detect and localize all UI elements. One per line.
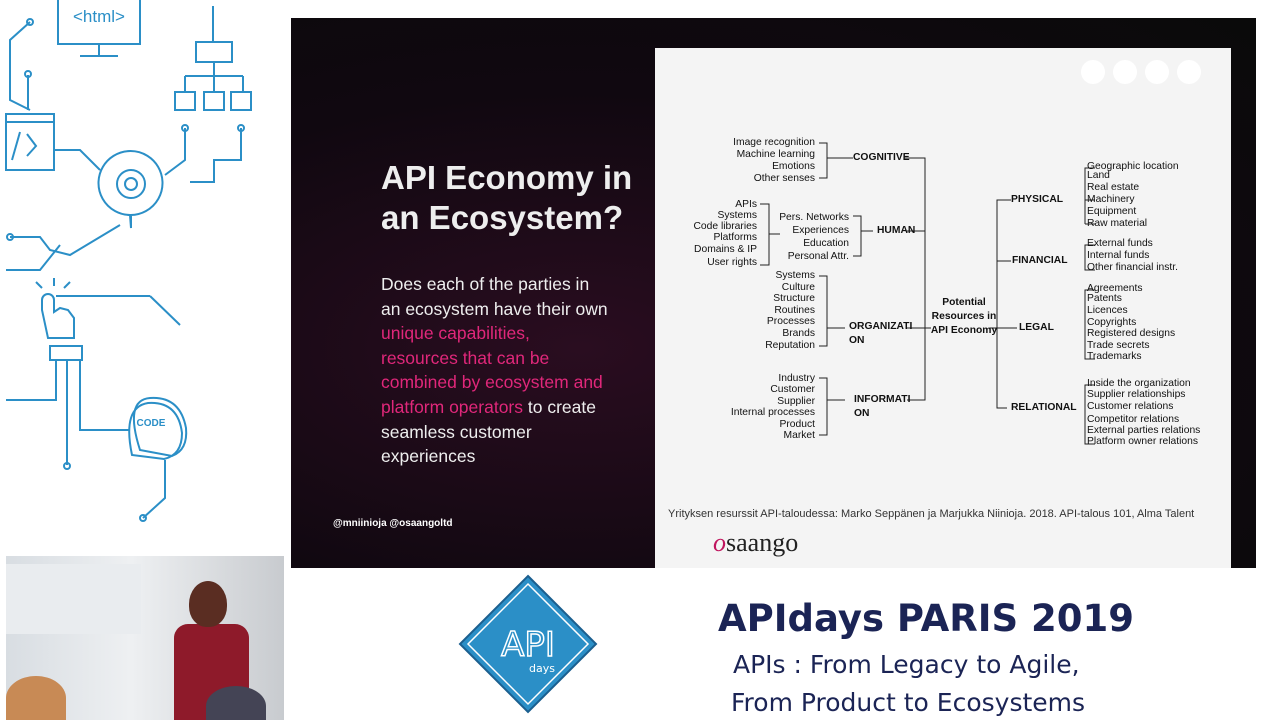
svg-text:days: days: [529, 662, 555, 675]
physical-item: Raw material: [1087, 218, 1148, 229]
financial-item: Internal funds: [1087, 250, 1150, 261]
center-node: Potential Resources in API Economy: [930, 297, 998, 336]
body-text-highlight: unique capabilities, resources that can be combined by ecosystem and platform operators: [381, 323, 603, 417]
physical-item: Geographic location: [1087, 161, 1179, 172]
audience-member: [206, 686, 266, 720]
event-subtitle-line1: APIs : From Legacy to Agile,: [733, 650, 1080, 679]
information-item: Customer: [770, 384, 815, 395]
presentation-slide: [291, 18, 1256, 568]
human-item: Domains & IP: [694, 244, 757, 255]
cognitive-item: Image recognition: [733, 137, 815, 148]
logo-o: o: [713, 528, 726, 557]
touch-hand-icon: [42, 294, 74, 338]
information-item: Internal processes: [730, 407, 815, 418]
logo-rest: saango: [726, 528, 799, 557]
relational-label: RELATIONAL: [1011, 402, 1077, 413]
human-label: HUMAN: [877, 225, 916, 236]
organization-item: Routines: [774, 305, 815, 316]
twitter-handles: @mniinioja @osaangoltd: [333, 518, 453, 529]
slide-title: API Economy in an Ecosystem?: [381, 159, 633, 236]
speaker-head: [189, 581, 227, 627]
decorative-illustration: [0, 0, 290, 540]
human-item: Platforms: [713, 232, 757, 243]
apidays-logo: [458, 574, 598, 714]
organization-item: Structure: [773, 293, 815, 304]
html-tag-label: <html>: [73, 7, 125, 26]
information-item: Industry: [778, 373, 815, 384]
information-item: Product: [779, 419, 815, 430]
human-item: APIs: [735, 199, 757, 210]
event-title: APIdays PARIS 2019: [718, 597, 1134, 640]
osaango-logo: [713, 528, 798, 558]
cognitive-label: COGNITIVE: [853, 152, 910, 163]
physical-item: Equipment: [1087, 206, 1137, 217]
physical-label: PHYSICAL: [1011, 194, 1064, 205]
organization-item: Brands: [782, 328, 815, 339]
cognitive-item: Emotions: [772, 161, 815, 172]
legal-item: Registered designs: [1087, 328, 1176, 339]
relational-item: Customer relations: [1087, 401, 1174, 412]
human-item: Code libraries: [693, 221, 757, 232]
information-item: Market: [783, 430, 815, 441]
organization-label: ORGANIZATI ON: [849, 321, 913, 346]
legal-label: LEGAL: [1019, 322, 1054, 333]
legal-item: Copyrights: [1087, 317, 1137, 328]
relational-item: Inside the organization: [1087, 378, 1191, 389]
human-inner-item: Personal Attr.: [787, 251, 849, 262]
legal-item: Agreements: [1087, 283, 1143, 294]
legal-item: Trade secrets: [1087, 340, 1150, 351]
organization-item: Reputation: [765, 340, 815, 351]
slide-body: [381, 272, 611, 469]
relational-item: Platform owner relations: [1087, 436, 1199, 447]
legal-item: Patents: [1087, 293, 1122, 304]
audience-member: [6, 676, 66, 720]
financial-item: Other financial instr.: [1087, 262, 1178, 273]
human-inner-item: Pers. Networks: [779, 212, 849, 223]
human-item: User rights: [707, 257, 757, 268]
organization-item: Culture: [781, 282, 815, 293]
relational-item: External parties relations: [1087, 425, 1201, 436]
event-subtitle-line2: From Product to Ecosystems: [731, 688, 1086, 717]
speaker-video: [6, 556, 284, 720]
organization-item: Processes: [766, 316, 815, 327]
legal-item: Trademarks: [1087, 351, 1142, 362]
svg-text:API: API: [501, 625, 555, 665]
information-label: INFORMATI ON: [854, 394, 911, 419]
resource-mindmap: [655, 48, 1231, 568]
information-item: Supplier: [777, 396, 815, 407]
human-inner-item: Education: [803, 238, 849, 249]
relational-item: Competitor relations: [1087, 414, 1180, 425]
projection-screen: [6, 564, 141, 634]
human-inner-item: Experiences: [792, 225, 849, 236]
cognitive-item: Machine learning: [736, 149, 815, 160]
organization-item: Systems: [775, 270, 815, 281]
human-item: Systems: [717, 210, 757, 221]
physical-item: Real estate: [1087, 182, 1140, 193]
source-citation: Yrityksen resurssit API-taloudessa: Marko Seppänen ja Marjukka Niinioja. 2018. API-talous 101, Alma Talent: [668, 508, 1195, 520]
cognitive-item: Other senses: [753, 173, 815, 184]
financial-label: FINANCIAL: [1012, 255, 1068, 266]
legal-item: Licences: [1087, 305, 1128, 316]
body-text-part: to create seamless customer experiences: [381, 396, 596, 467]
code-label: CODE: [136, 418, 166, 429]
financial-item: External funds: [1087, 238, 1153, 249]
relational-item: Supplier relationships: [1087, 389, 1186, 400]
body-text-part: Does each of the parties in an ecosystem have their own: [381, 274, 608, 319]
physical-item: Machinery: [1087, 194, 1135, 205]
physical-item: Land: [1087, 170, 1110, 181]
